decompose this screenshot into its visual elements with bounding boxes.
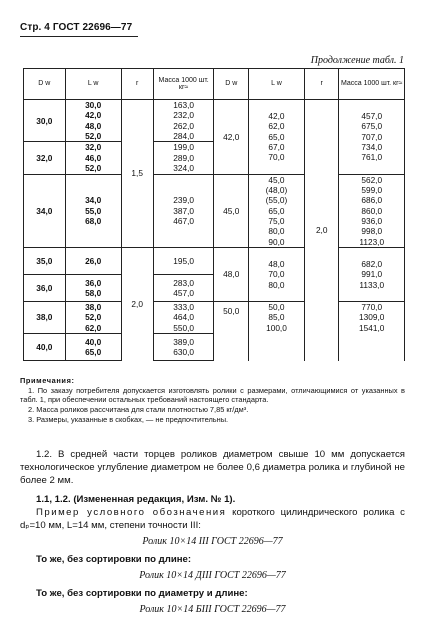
col-header-r2: r <box>304 69 339 100</box>
dw2-cell: 45,0 <box>214 174 249 248</box>
page-header: Стр. 4 ГОСТ 22696—77 <box>20 22 133 33</box>
col-header-r: r <box>121 69 153 100</box>
lw2-cell: 45,0 (48,0) (55,0) 65,0 75,0 80,0 90,0 <box>249 174 305 248</box>
designation-example-heading: Пример условного обозначения <box>36 506 227 518</box>
header-rule <box>20 36 138 37</box>
col-header-mass2: Масса 1000 шт. кг≈ <box>339 69 405 100</box>
designation-example-1: Ролик 10×14 III ГОСТ 22696—77 <box>142 536 283 548</box>
lw2-cell: 48,0 70,0 80,0 <box>249 248 305 302</box>
dw-cell: 30,0 <box>24 100 66 142</box>
col-header-dw2: D w <box>214 69 249 100</box>
table-continuation-label: Продолжение табл. 1 <box>310 55 404 66</box>
table-row <box>24 248 405 275</box>
notes-block <box>20 376 405 424</box>
dw-cell: 35,0 <box>24 248 66 275</box>
mass2-cell: 682,0 991,0 1133,0 <box>339 248 405 302</box>
dw-cell: 40,0 <box>24 334 66 361</box>
lw2-cell: 42,0 62,0 65,0 67,0 70,0 <box>249 100 305 175</box>
mass2-cell: 770,0 1309,0 1541,0 <box>339 302 405 361</box>
lw-cell: 40,0 65,0 <box>65 334 121 361</box>
lw-cell: 32,0 46,0 52,0 <box>65 142 121 174</box>
r-cell: 1,5 <box>121 100 153 248</box>
mass-cell: 283,0 457,0 <box>153 275 214 302</box>
mass-cell: 195,0 <box>153 248 214 275</box>
paragraph-1-2: 1.2. В средней части торцев роликов диаметром свыше 10 мм допускается технологическое углубление диаметром не более 0,6 диаметра ролика и глубиной не более 2 мм. <box>20 449 405 487</box>
table-row <box>24 100 405 142</box>
mass2-cell: 457,0 675,0 707,0 734,0 761,0 <box>339 100 405 175</box>
spec-table <box>23 68 405 361</box>
dw2-cell: 48,0 <box>214 248 249 302</box>
mass-cell: 239,0 387,0 467,0 <box>153 174 214 248</box>
dw-cell: 34,0 <box>24 174 66 248</box>
lw-cell: 30,0 42,0 48,0 52,0 <box>65 100 121 142</box>
designation-example-intro <box>20 506 405 532</box>
mass-cell: 199,0 289,0 324,0 <box>153 142 214 174</box>
designation-label-3: То же, без сортировки по диаметру и длине: <box>36 588 248 600</box>
table-row <box>24 174 405 248</box>
note-item: 1. По заказу потребителя допускается изготовлять ролики с размерами, отличающимися от указанных в табл. 1, при обеспечении остальных требований настоящего стандарта. <box>20 385 405 405</box>
dw2-cell: 50,0 <box>214 302 249 361</box>
body-text <box>20 448 405 621</box>
lw-cell: 36,0 58,0 <box>65 275 121 302</box>
col-header-lw: L w <box>65 69 121 100</box>
lw-cell: 38,0 52,0 62,0 <box>65 302 121 334</box>
designation-example-2: Ролик 10×14 ДIII ГОСТ 22696—77 <box>139 570 286 582</box>
designation-label-2: То же, без сортировки по длине: <box>36 554 192 566</box>
note-item: 3. Размеры, указанные в скобках, — не предпочтительны. <box>28 414 229 424</box>
mass-cell: 333,0 464,0 550,0 <box>153 302 214 334</box>
designation-example-3: Ролик 10×14 БIII ГОСТ 22696—77 <box>139 604 286 616</box>
col-header-lw2: L w <box>249 69 305 100</box>
lw-cell: 34,0 55,0 68,0 <box>65 174 121 248</box>
designation-example-text: короткого цилиндрического ролика с dₚ=10 мм, L=14 мм, степени точности III: <box>20 506 405 532</box>
amendment-note: 1.1, 1.2. (Измененная редакция, Изм. № 1). <box>36 493 236 505</box>
lw2-cell: 50,0 85,0 100,0 <box>249 302 305 361</box>
dw2-cell: 42,0 <box>214 100 249 175</box>
r2-cell: 2,0 <box>304 100 339 361</box>
table-row <box>24 302 405 334</box>
col-header-dw: D w <box>24 69 66 100</box>
note-item: 2. Масса роликов рассчитана для стали плотностью 7,85 кг/дм³. <box>28 404 249 414</box>
dw-cell: 36,0 <box>24 275 66 302</box>
col-header-mass: Масса 1000 шт. кг≈ <box>153 69 214 100</box>
lw-cell: 26,0 <box>65 248 121 275</box>
dw-cell: 38,0 <box>24 302 66 334</box>
dw-cell: 32,0 <box>24 142 66 174</box>
r-cell: 2,0 <box>121 248 153 361</box>
notes-title: Примечания: <box>20 376 75 385</box>
mass-cell: 389,0 630,0 <box>153 334 214 361</box>
mass-cell: 163,0 232,0 262,0 284,0 <box>153 100 214 142</box>
mass2-cell: 562,0 599,0 686,0 860,0 936,0 998,0 1123,0 <box>339 174 405 248</box>
table-header-row <box>24 69 405 100</box>
